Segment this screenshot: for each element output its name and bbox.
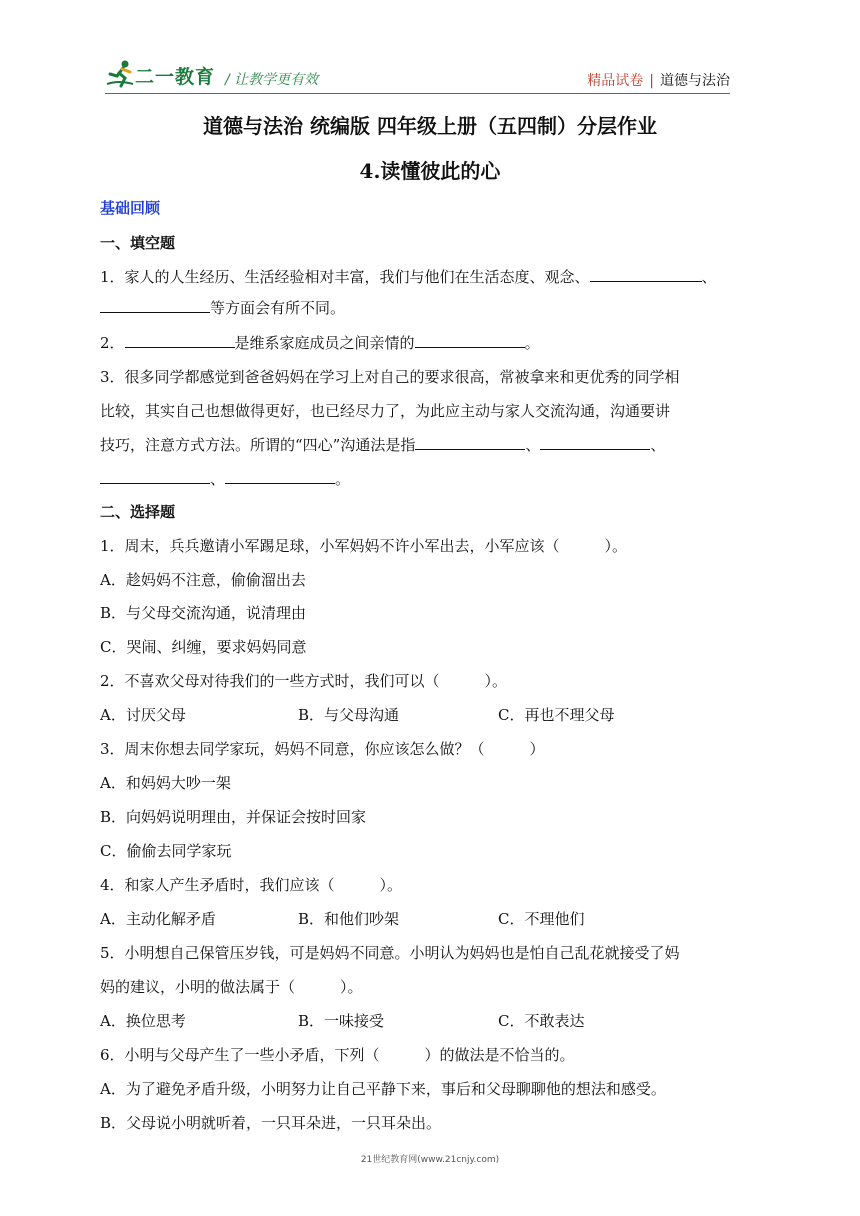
fill-q1-text: 1．家人的人生经历、生活经验相对丰富，我们与他们在生活态度、观念、 bbox=[100, 268, 590, 286]
page-footer: 21世纪教育网(www.21cnjy.com) bbox=[360, 1155, 500, 1165]
choice-q2-a[interactable]: A．讨厌父母 bbox=[100, 706, 186, 724]
punct: 、 bbox=[210, 470, 226, 488]
choice-q2-options bbox=[100, 704, 614, 725]
section-basic: 基础回顾 bbox=[100, 199, 161, 217]
choice-q4-c[interactable]: C．不理他们 bbox=[498, 910, 585, 928]
page-header bbox=[105, 58, 730, 92]
choice-q1-b[interactable]: B．与父母交流沟通，说清理由 bbox=[100, 604, 307, 622]
choice-q4-b[interactable]: B．和他们吵架 bbox=[298, 910, 400, 928]
choice-q3-a[interactable]: A．和妈妈大吵一架 bbox=[100, 774, 231, 792]
fill-q2-text: 是维系家庭成员之间亲情的 bbox=[234, 334, 415, 352]
page-title: 道德与法治 统编版 四年级上册（五四制）分层作业 bbox=[203, 114, 657, 138]
fill-q1-line2 bbox=[100, 297, 345, 318]
choice-q1-a[interactable]: A．趁妈妈不注意，偷偷溜出去 bbox=[100, 571, 306, 589]
choice-q3-c[interactable]: C．偷偷去同学家玩 bbox=[100, 842, 232, 860]
choice-q2: 2．不喜欢父母对待我们的一些方式时，我们可以（ ）。 bbox=[100, 672, 508, 690]
fill-q3-line1: 3．很多同学都感觉到爸爸妈妈在学习上对自己的要求很高，常被拿来和更优秀的同学相 bbox=[100, 368, 680, 386]
choice-q5-line2: 妈的建议，小明的做法属于（ ）。 bbox=[100, 978, 363, 996]
punct: 。 bbox=[524, 334, 540, 352]
badge-label: 精品试卷 bbox=[587, 73, 644, 89]
punct: 、 bbox=[525, 436, 541, 454]
answer-blank[interactable] bbox=[100, 468, 210, 484]
choice-q4-a[interactable]: A．主动化解矛盾 bbox=[100, 910, 216, 928]
runner-logo-icon bbox=[105, 58, 135, 88]
fill-q3-line3 bbox=[100, 434, 665, 455]
answer-blank[interactable] bbox=[125, 332, 235, 348]
choice-q5-c[interactable]: C．不敢表达 bbox=[498, 1012, 585, 1030]
choice-q2-b[interactable]: B．与父母沟通 bbox=[298, 706, 400, 724]
slogan: / 让教学更有效 bbox=[225, 72, 319, 88]
choice-q2-c[interactable]: C．再也不理父母 bbox=[498, 706, 615, 724]
choice-heading: 二、选择题 bbox=[100, 503, 176, 521]
fill-q3-line2: 比较，其实自己也想做得更好，也已经尽力了，为此应主动与家人交流沟通，沟通要讲 bbox=[100, 402, 671, 420]
punct: 、 bbox=[701, 268, 717, 286]
fill-q1-end: 等方面会有所不同。 bbox=[210, 299, 346, 317]
subject-label: 道德与法治 bbox=[660, 73, 730, 89]
punct: 。 bbox=[335, 470, 351, 488]
fill-q3-text: 技巧，注意方式方法。所谓的“四心”沟通法是指 bbox=[100, 436, 416, 454]
fill-heading: 一、填空题 bbox=[100, 234, 176, 252]
header-right bbox=[587, 70, 730, 90]
choice-q5-line1: 5．小明想自己保管压岁钱，可是妈妈不同意。小明认为妈妈也是怕自己乱花就接受了妈 bbox=[100, 944, 680, 962]
header-separator: | bbox=[649, 73, 654, 89]
answer-blank[interactable] bbox=[540, 434, 650, 450]
choice-q1-c[interactable]: C．哭闹、纠缠，要求妈妈同意 bbox=[100, 638, 307, 656]
choice-q4: 4．和家人产生矛盾时，我们应该（ ）。 bbox=[100, 876, 403, 894]
fill-q2-number: 2． bbox=[100, 334, 125, 352]
choice-q5-a[interactable]: A．换位思考 bbox=[100, 1012, 186, 1030]
answer-blank[interactable] bbox=[415, 332, 525, 348]
fill-q1-line1 bbox=[100, 266, 717, 287]
choice-q3-b[interactable]: B．向妈妈说明理由，并保证会按时回家 bbox=[100, 808, 367, 826]
answer-blank[interactable] bbox=[590, 266, 702, 282]
fill-q3-line4 bbox=[100, 468, 350, 489]
answer-blank[interactable] bbox=[415, 434, 525, 450]
choice-q6-a[interactable]: A．为了避免矛盾升级，小明努力让自己平静下来，事后和父母聊聊他的想法和感受。 bbox=[100, 1080, 666, 1098]
choice-q6: 6．小明与父母产生了一些小矛盾，下列（ ）的做法是不恰当的。 bbox=[100, 1046, 575, 1064]
lesson-title: 4.读懂彼此的心 bbox=[359, 159, 501, 183]
choice-q4-options bbox=[100, 908, 584, 929]
logo-text: 二一教育 bbox=[135, 66, 216, 88]
header-rule bbox=[105, 93, 730, 94]
fill-q2 bbox=[100, 332, 540, 353]
choice-q6-b[interactable]: B．父母说小明就听着，一只耳朵进，一只耳朵出。 bbox=[100, 1114, 442, 1132]
answer-blank[interactable] bbox=[100, 297, 210, 313]
choice-q5-options bbox=[100, 1010, 584, 1031]
choice-q5-b[interactable]: B．一味接受 bbox=[298, 1012, 385, 1030]
choice-q1: 1．周末，兵兵邀请小军踢足球，小军妈妈不许小军出去，小军应该（ ）。 bbox=[100, 537, 628, 555]
answer-blank[interactable] bbox=[225, 468, 335, 484]
punct: 、 bbox=[650, 436, 666, 454]
logo bbox=[105, 58, 225, 90]
choice-q3: 3．周末你想去同学家玩，妈妈不同意，你应该怎么做？（ ） bbox=[100, 740, 545, 758]
